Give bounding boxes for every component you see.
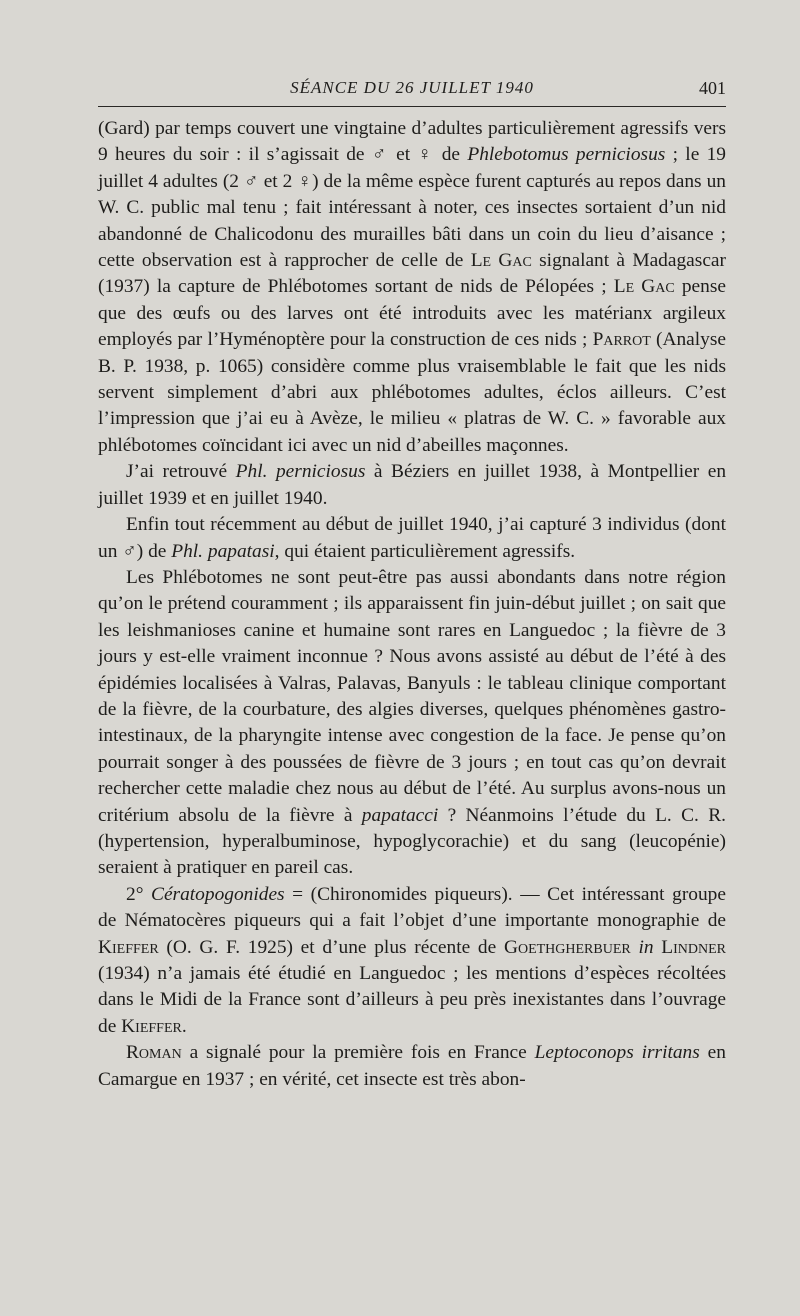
page-number: 401	[699, 78, 726, 98]
text-run: en Camargue en 1937 ; en vérité, cet insecte est très abon-	[98, 1042, 726, 1090]
italic-text: papatacci	[361, 804, 439, 826]
author-name: Roman	[126, 1042, 182, 1064]
author-name: Parrot	[592, 329, 651, 351]
text-run: ; le 19 juillet 4 adultes (2 ♂ et 2 ♀) de la même espèce furent capturés au repos dans un W. C. public mal tenu ; fait intéressant à noter, ces insectes sortaient d’un nid abandonné de Chalicodonu des murailles bâti dans un coin du lieu d’aisance ; cette observation est à rapprocher de celle de	[98, 144, 726, 272]
paragraph	[98, 459, 726, 512]
text-run: = (Chironomides piqueurs). — Cet intéressant groupe de Nématocères piqueurs qui a fait l’objet d’une importante monographie de	[98, 883, 726, 932]
text-run: (Analyse B. P. 1938, p. 1065) considère comme plus vraisemblable le fait que les nids servent simplement d’abri aux phlébotomes adultes, éclos ailleurs. C’est l’impression que j’ai eu à Avèze, le milieu « platras de W. C. » favorable aux phlébotomes coïncidant ici avec un nid d’abeilles maçonnes.	[98, 329, 726, 456]
text-run: pense que des œufs ou des larves ont été introduits avec les matérianx argileux employés par l’Hyménoptère pour la construction de ces nids ;	[98, 276, 726, 351]
italic-text: Phl. papatasi	[171, 540, 275, 562]
text-run: à Béziers en juillet 1938, à Montpellier en juillet 1939 et en juillet 1940.	[98, 461, 727, 509]
text-run: ? Néanmoins l’étude du L. C. R. (hypertension, hyperalbuminose, hypoglycorachie) et du sang (leucopénie) seraient à pratiquer en pareil cas.	[98, 804, 726, 879]
italic-text: Phl. perniciosus	[235, 461, 366, 483]
italic-text: in	[638, 936, 654, 958]
italic-text: Cératopogonides	[151, 883, 285, 905]
page-header	[98, 74, 726, 104]
text-run: (O. G. F. 1925) et d’une plus récente de	[158, 936, 504, 958]
paragraph	[98, 512, 726, 565]
paragraph	[98, 1040, 726, 1093]
author-name: Kieffer	[121, 1015, 182, 1037]
text-run: Enfin tout récemment au début de juillet 1940, j’ai capturé 3 individus (dont un ♂) de	[98, 514, 726, 562]
author-name: Goethgherbuer	[503, 936, 631, 958]
italic-text: Phlebotomus perniciosus	[467, 144, 666, 166]
text-run: .	[181, 1015, 187, 1037]
paragraph	[98, 116, 726, 459]
paragraph	[98, 565, 726, 882]
author-name: Kieffer	[98, 936, 159, 958]
author-name: Lindner	[661, 936, 726, 958]
running-title: SÉANCE DU 26 JUILLET 1940	[290, 78, 534, 97]
text-run: Les Phlébotomes ne sont peut-être pas aussi abondants dans notre région qu’on le prétend couramment ; ils apparaissent fin juin-début juillet ; on sait que les leishmanioses canine et humaine sont rares en Languedoc ; la fièvre de 3 jours y est-elle vraiment inconnue ? Nous avons assisté au début de l’été à des épidémies localisées à Valras, Palavas, Banyuls : le tableau clinique comportant de la fièvre, de la courbature, des algies diverses, quelques phénomènes gastro-intestinaux, de la pharyngite intense avec congestion de la face. Je pense qu’on pourrait songer à des poussées de fièvre de 3 jours ; en tout cas qu’on devrait rechercher cette maladie chez nous au début de l’été. Au surplus avons-nous un critérium absolu de la fièvre à	[98, 566, 726, 826]
author-name: Le Gac	[470, 250, 532, 272]
header-rule	[98, 106, 726, 107]
author-name: Le Gac	[613, 276, 675, 298]
body-text	[98, 116, 726, 1093]
text-run: 2°	[126, 883, 152, 905]
text-run: (Gard) par temps couvert une vingtaine d’adultes particulièrement agressifs vers 9 heures du soir : il s’agissait de ♂ et ♀ de	[98, 118, 726, 166]
text-run: , qui étaient particulièrement agressifs.	[274, 540, 576, 562]
text-run: signalant à Madagascar (1937) la capture de Phlébotomes sortant de nids de Pélopées ;	[98, 250, 726, 298]
paragraph	[98, 882, 726, 1040]
text-run: J’ai retrouvé	[126, 461, 236, 483]
text-run: (1934) n’a jamais été étudié en Languedoc ; les mentions d’espèces récoltées dans le Midi de la France sont d’ailleurs à peu près inexistantes dans l’ouvrage de	[98, 963, 726, 1037]
italic-text: Leptoconops irritans	[534, 1042, 700, 1064]
text-run: a signalé pour la première fois en France	[181, 1042, 535, 1064]
